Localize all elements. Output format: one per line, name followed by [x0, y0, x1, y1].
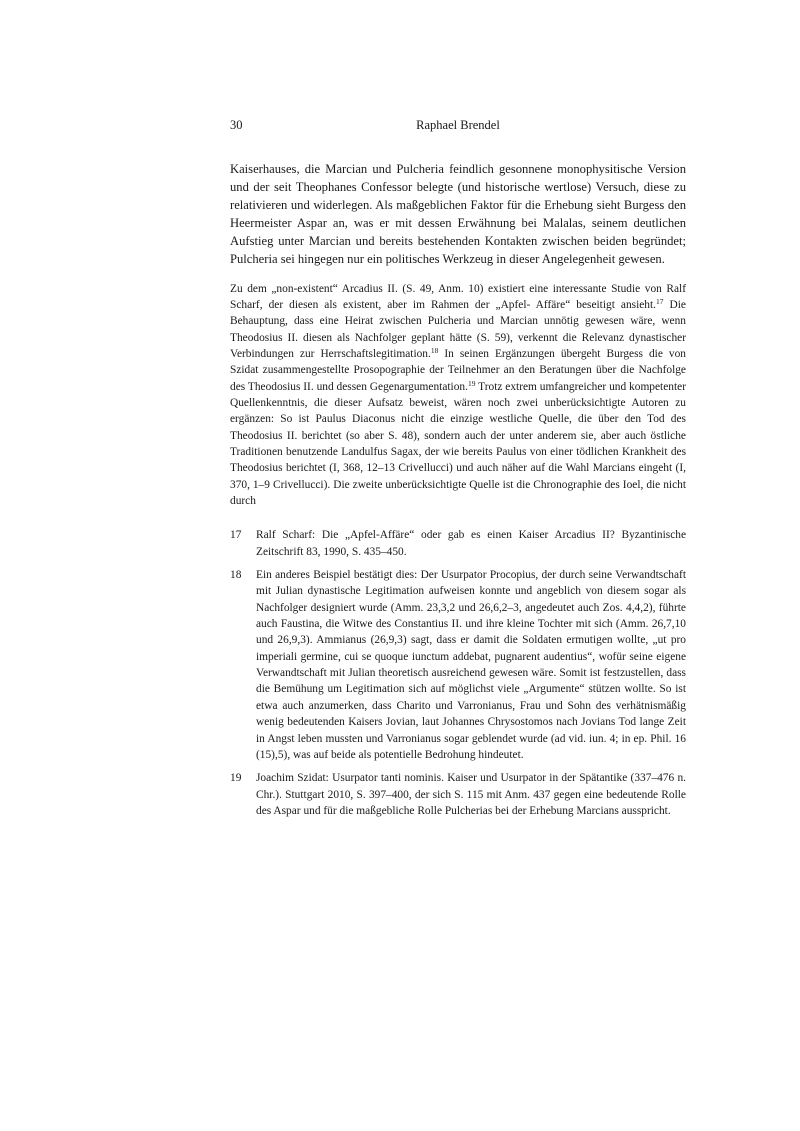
paragraph-1: Kaiserhauses, die Marcian und Pulcheria feindlich gesonnene monophysitische Version und der seit Theophanes Confessor belegte (und historische wertlose) Versuch, diese zu relativieren und widerlegen. Als maßgeblichen Faktor für die Erhebung sieht Burgess den Heermeister Aspar an, was er mit dessen Erwähnung bei Malalas, seinem deutlichen Aufstieg unter Marcian und bereits bestehenden Kontakten zwischen beiden begründet; Pulcheria sei hingegen nur ein politisches Werkzeug in dieser Angelegenheit gewesen. [230, 162, 686, 267]
main-text [230, 160, 686, 509]
page-number: 30 [230, 118, 243, 132]
footnote-ref-17[interactable]: 17 [656, 296, 664, 306]
footnote-text: Ein anderes Beispiel bestätigt dies: Der Usurpator Procopius, der durch seine Verwandtschaft mit Julian dynastische Legitimation aufweisen konnte und angeblich von diesem sogar als Nachfolger designiert wurde (Amm. 23,3,2 und 26,6,2–3, angedeutet auch Zos. 4,4,2), führte auch Faustina, die Witwe des Constantius II. und ihre kleine Tochter mit sich (Amm. 26,7,10 und 26,9,3). Ammianus (26,9,3) sagt, dass er damit die Soldaten ermutigen wollte, „ut pro imperiali germine, cui se quoque iunctum addebat, pugnarent audentius“, wofür seine eigene Verwandtschaft mit Julian theoretisch ausreichend gewesen wäre. Somit ist festzustellen, dass die Bemühung um Legitimation sich auf möglichst viele „Argumente“ stützen wollte. So ist etwa auch anzumerken, dass Charito und Varronianus, Frau und Sohn des verhätnismäßig wenig bedeutenden Kaisers Jovian, laut Johannes Chrysostomos nach Jovians Tod lange Zeit in Angst leben mussten und Varronianus sogar geblendet wurde (ad vid. iun. 4; in ep. Phil. 16 (15),5), was auf beide als potentielle Bedrohung hindeutet. [256, 569, 686, 761]
footnote-ref-18[interactable]: 18 [430, 345, 439, 355]
footnote-number: 18 [230, 569, 242, 582]
footnotes [230, 527, 686, 819]
p2-text-3: In seinen Ergänzungen übergeht Burgess die von Szidat zusammengestellte Prosopographie der Teilnehmer an den Beratungen über die Nachfolge des Theodosius II. und dessen Gegenargumentation. [230, 347, 686, 393]
footnote-18 [230, 567, 686, 763]
footnote-19 [230, 770, 686, 819]
footnote-ref-19[interactable]: 19 [467, 378, 476, 388]
p2-text-1: Zu dem „non-existent“ Arcadius II. (S. 49, Anm. 10) existiert eine interessante Studie von Ralf Scharf, der diesen als existent, aber im Rahmen der „Apfel- Affäre“ beseitigt ansieht. [230, 282, 686, 311]
footnote-text: Joachim Szidat: Usurpator tanti nominis. Kaiser und Usurpator in der Spätantike (337–476 n. Chr.). Stuttgart 2010, S. 397–400, der sich S. 115 mit Anm. 437 gegen eine bedeutende Rolle des Aspar und für die maßgebliche Rolle Pulcherias bei der Erhebung Marcians ausspricht. [256, 772, 686, 817]
footnote-separator [230, 509, 686, 527]
footnote-number: 19 [230, 772, 242, 785]
p2-text-4: Trotz extrem umfangreicher und kompetenter Quellenkenntnis, die dieser Aufsatz beweist, wären noch zwei unberücksichtigte Autoren zu ergänzen: So ist Paulus Diaconus nicht die einzige westliche Quelle, die über den Tod des Theodosius II. berichtet (so aber S. 48), sondern auch der unter anderem sie, aber auch östliche Traditionen benutzende Landulfus Sagax, der wie bereits Paulus von einer tödlichen Krankheit des Theodosius berichtet (I, 368, 12–13 Crivellucci) und auch näher auf die Wahl Marcians eingeht (I, 370, 1–9 Crivellucci). Die zweite unberücksichtigte Quelle ist die Chronographie des Ioel, die nicht durch [230, 380, 686, 508]
footnote-text: Ralf Scharf: Die „Apfel-Affäre“ oder gab es einen Kaiser Arcadius II? Byzantinische Zeitschrift 83, 1990, S. 435–450. [256, 529, 686, 558]
footnote-17 [230, 527, 686, 560]
running-header [230, 118, 686, 138]
footnote-number: 17 [230, 529, 242, 542]
paragraph-2 [230, 281, 686, 510]
running-title: Raphael Brendel [416, 118, 500, 132]
p2-text-2: Die Behauptung, dass eine Heirat zwischen Pulcheria und Marcian unnötig gewesen wäre, wenn Theodosius II. diesen als Nachfolger geplant hätte (S. 59), verkennt die Relevanz dynastischer Verbindungen zur Herrschaftslegitimation. [230, 298, 686, 360]
page [230, 118, 686, 819]
